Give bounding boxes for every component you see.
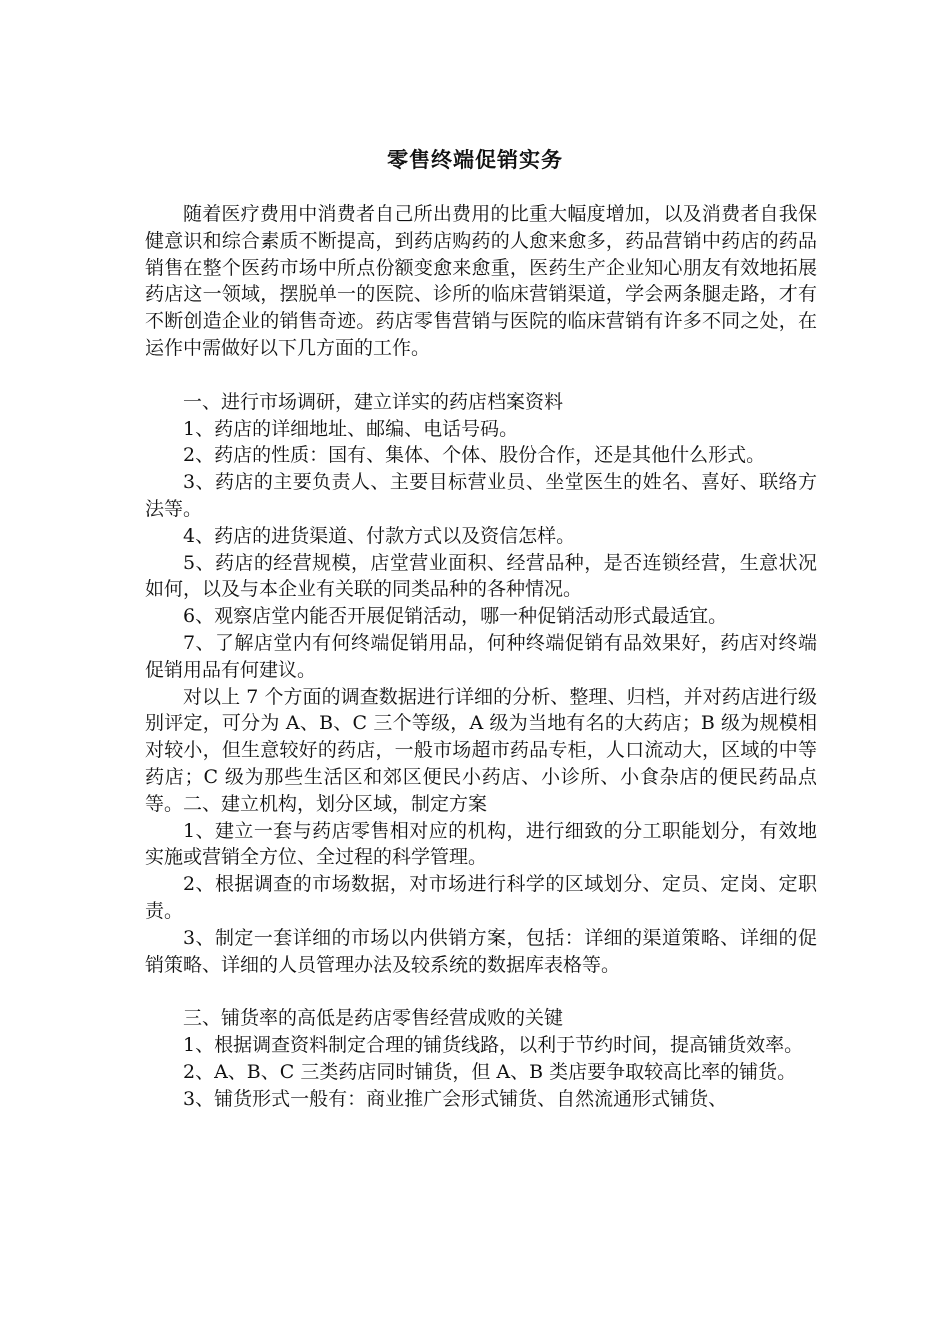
list-item: 7、了解店堂内有何终端促销用品，何种终端促销有品效果好，药店对终端促销用品有何建议。 xyxy=(145,631,817,681)
paragraph-gap xyxy=(145,362,817,389)
section-heading-3: 三、铺货率的高低是药店零售经营成败的关键 xyxy=(183,1007,564,1030)
paragraph-gap xyxy=(145,978,817,1005)
list-item: 2、根据调查的市场数据，对市场进行科学的区域划分、定员、定岗、定职责。 xyxy=(145,873,817,922)
list-item: 5、药店的经营规模，店堂营业面积、经营品种，是否连锁经营，生意状况如何，以及与本企业有关联的同类品种的各种情况。 xyxy=(145,551,817,601)
list-item: 3、制定一套详细的市场以内供销方案，包括：详细的渠道策略、详细的促销策略、详细的人员管理办法及较系统的数据库表格等。 xyxy=(145,926,817,976)
list-item: 6、观察店堂内能否开展促销活动，哪一种促销活动形式最适宜。 xyxy=(183,605,728,628)
list-item: 2、A、B、C 三类药店同时铺货，但 A、B 类店要争取较高比率的铺货。 xyxy=(183,1060,797,1083)
list-item: 1、根据调查资料制定合理的铺货线路，以利于节约时间，提高铺货效率。 xyxy=(183,1034,804,1057)
list-item: 4、药店的进货渠道、付款方式以及资信怎样。 xyxy=(183,524,576,547)
summary-paragraph: 对以上 7 个方面的调查数据进行详细的分析、整理、归档，并对药店进行级别评定，可分为 A、B、C 三个等级，A 级为当地有名的大药店；B 级为规模相对较小，但生意较好的药店，一般市场超市药品专柜，人口流动大，区域的中等药店；C 级为那些生活区和郊区便民小药店、小诊所、小食杂店的便民药品点等。二、建立机构，划分区域，制定方案 xyxy=(145,685,817,815)
document-title: 零售终端促销实务 xyxy=(387,147,563,172)
intro-paragraph: 随着医疗费用中消费者自己所出费用的比重大幅度增加，以及消费者自我保健意识和综合素质不断提高，到药店购药的人愈来愈多，药品营销中药店的药品销售在整个医药市场中所点份额变愈来愈重，医药生产企业知心朋友有效地拓展药店这一领域，摆脱单一的医院、诊所的临床营销渠道，学会两条腿走路，才有不断创造企业的销售奇迹。药店零售营销与医院的临床营销有许多不同之处，在运作中需做好以下几方面的工作。 xyxy=(145,203,817,359)
list-item: 1、建立一套与药店零售相对应的机构，进行细致的分工职能划分，有效地实施或营销全方位、全过程的科学管理。 xyxy=(145,819,817,869)
section-heading-1: 一、进行市场调研，建立详实的药店档案资料 xyxy=(183,390,564,413)
list-item: 3、药店的主要负责人、主要目标营业员、坐堂医生的姓名、喜好、联络方法等。 xyxy=(145,471,817,520)
document-body xyxy=(145,201,817,1113)
list-item: 3、铺货形式一般有：商业推广会形式铺货、自然流通形式铺货、 xyxy=(183,1087,728,1110)
list-item: 2、药店的性质：国有、集体、个体、股份合作，还是其他什么形式。 xyxy=(183,444,766,467)
list-item: 1、药店的详细地址、邮编、电话号码。 xyxy=(183,417,519,440)
